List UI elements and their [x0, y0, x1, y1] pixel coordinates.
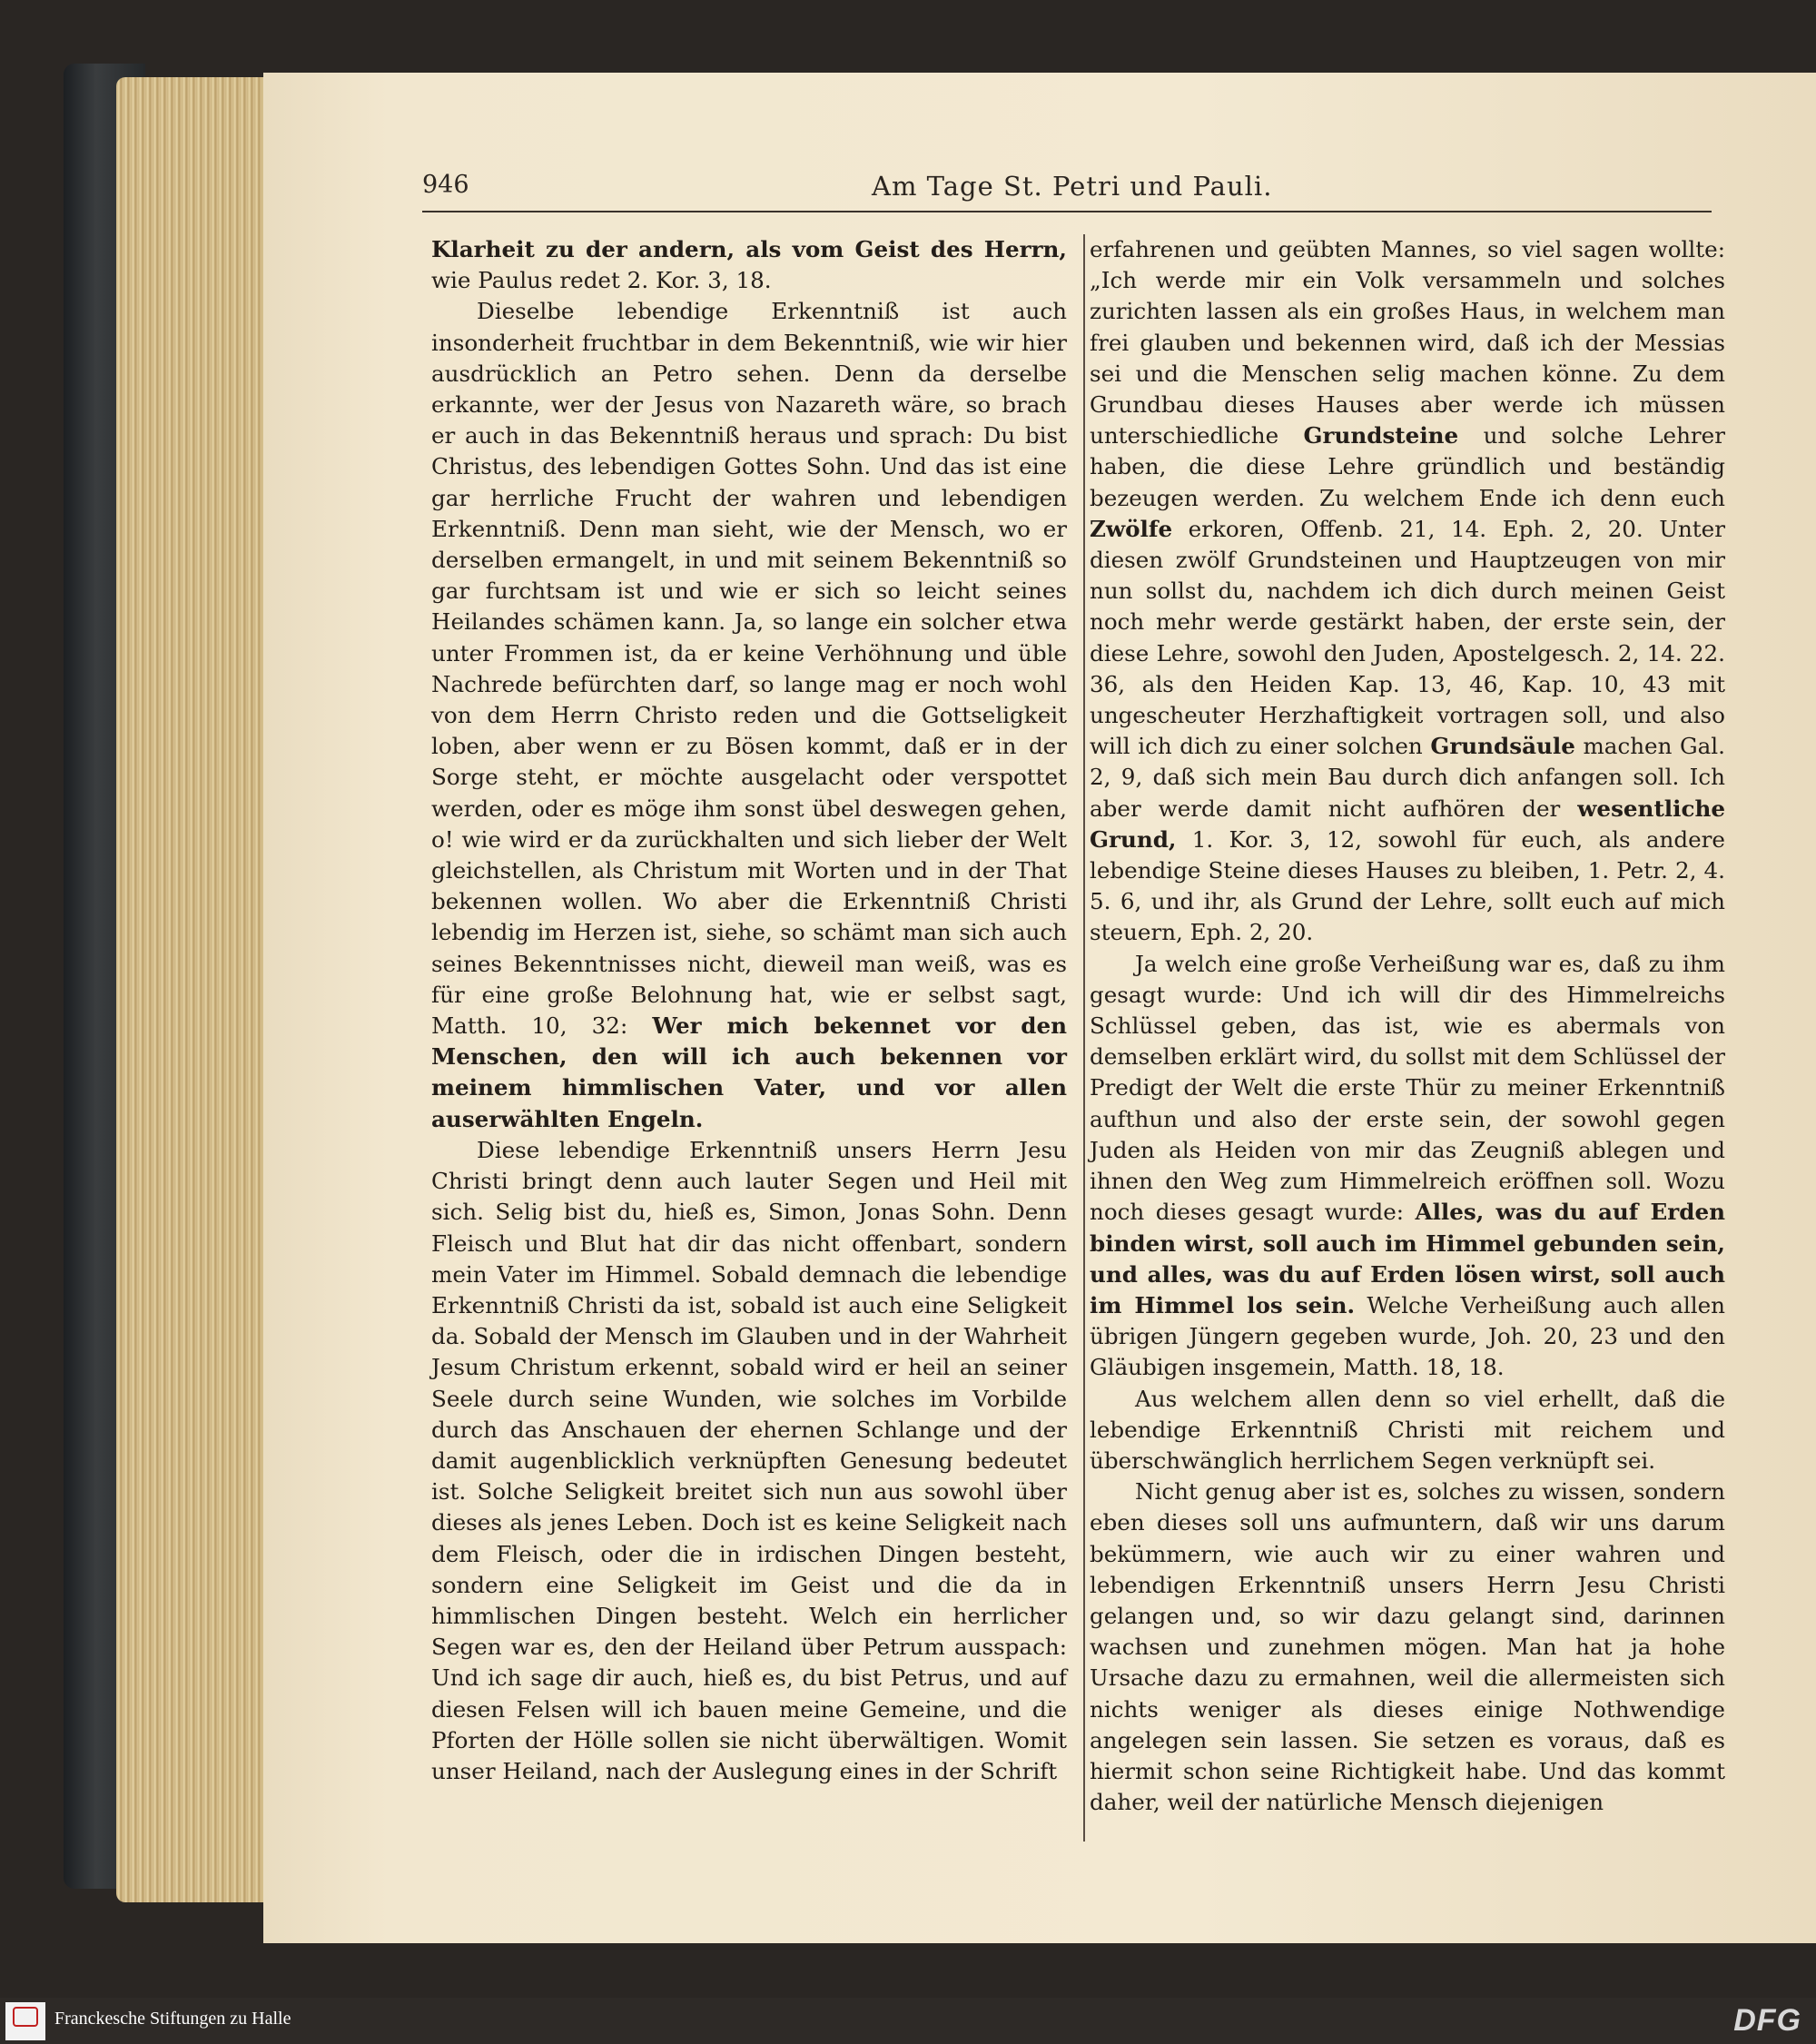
- page-number: 946: [422, 171, 469, 199]
- text-run: Welche Verheißung auch allen übrigen Jüngern gegeben wurde, Joh. 20, 23 und den Gläubigen insgemein, Matth. 18, 18.: [1090, 1291, 1725, 1381]
- header-rule: [422, 211, 1712, 212]
- bold-text: wesentliche Grund,: [1090, 795, 1725, 853]
- text-run: Diese lebendige Erkenntniß unsers Herrn Jesu Christi bringt denn auch lauter Segen und Heil mit sich. Selig bist du, hieß es, Simon, Jonas Sohn. Denn Fleisch und Blut hat dir das nicht offenbart, sondern mein Vater im Himmel. Sobald demnach die lebendige Erkenntniß Christi da ist, sobald ist auch eine Seligkeit da. Sobald der Mensch im Glauben und in der Wahrheit Jesum Christum erkennt, sobald wird er heil an seiner Seele durch seine Wunden, wie solches im Vorbilde durch das Anschauen der ehernen Schlange und der damit augenblicklich verknüpften Genesung bedeutet ist. Solche Seligkeit breitet sich nun aus sowohl über dieses als jenes Leben. Doch ist es keine Seligkeit nach dem Fleisch, oder die in irdischen Dingen besteht, sondern eine Seligkeit im Geist und die da in himmlischen Dingen besteht. Welch ein herrlicher Segen war es, den der Heiland über Petrum ausspach: Und ich sage dir auch, hieß es, du bist Petrus, und auf diesen Felsen will ich bauen meine Gemeine, und die Pforten der Hölle sollen sie nicht überwältigen. Womit unser Heiland, nach der Auslegung eines in der Schrift: [431, 1136, 1067, 1784]
- dfg-badge: DFG: [1733, 2003, 1801, 2038]
- column-divider: [1083, 234, 1085, 1842]
- text-run: Aus welchem allen denn so viel erhellt, daß die lebendige Erkenntniß Christi mit reichem und überschwänglich herrlichem Segen verknüpft sei.: [1090, 1385, 1725, 1474]
- bold-text: Klarheit zu der andern, als vom Geist des Herrn,: [431, 236, 1067, 262]
- paragraph: [1090, 949, 1725, 1384]
- right-column: [1090, 234, 1725, 1818]
- paragraph: [431, 1135, 1067, 1787]
- text-run: machen Gal. 2, 9, daß sich mein Bau durch dich anfangen soll. Ich aber werde damit nicht aufhören der: [1090, 733, 1725, 822]
- text-run: wie Paulus redet 2. Kor. 3, 18.: [431, 267, 772, 294]
- text-run: und solche Lehrer haben, die diese Lehre gründlich und beständig bezeugen werden. Zu welchem Ende ich denn euch: [1090, 422, 1725, 511]
- text-run: Nicht genug aber ist es, solches zu wissen, sondern eben dieses soll uns aufmuntern, daß wir uns darum bekümmern, wie auch wir zu einer wahren und lebendigen Erkenntniß unsers Herrn Jesu Christi gelangen und, so wir dazu gelangt sind, darinnen wachsen und zunehmen mögen. Man hat ja hohe Ursache dazu zu ermahnen, weil die allermeisten sich nichts weniger als dieses einige Nothwendige angelegen sein lassen. Sie setzen es voraus, daß es hiermit schon seine Richtigkeit habe. Und das kommt daher, weil der natürliche Mensch diejenigen: [1090, 1478, 1725, 1816]
- paragraph: [1090, 234, 1725, 949]
- bold-text: Alles, was du auf Erden binden wirst, soll auch im Himmel gebunden sein, und alles, was du auf Erden lösen wirst, soll auch im Himmel los sein.: [1090, 1199, 1725, 1318]
- paragraph: [1090, 1384, 1725, 1477]
- text-run: erkoren, Offenb. 21, 14. Eph. 2, 20. Unter diesen zwölf Grundsteinen und Hauptzeugen von mir nun sollst du, nachdem ich dich durch meinen Geist noch mehr werde gestärkt haben, der erste sein, der diese Lehre, sowohl den Juden, Apostelgesch. 2, 14. 22. 36, als den Heiden Kap. 13, 46, Kap. 10, 43 mit ungescheuter Herzhaftigkeit vortragen soll, und also will ich dich zu einer solchen: [1090, 515, 1725, 760]
- bold-text: Zwölfe: [1090, 515, 1173, 542]
- left-column: [431, 234, 1067, 1787]
- bold-text: Grundsäule: [1430, 733, 1575, 760]
- text-run: erfahrenen und geübten Mannes, so viel sagen wollte: „Ich werde mir ein Volk versammeln und solches zurichten lassen als ein großes Haus, in welchem man frei glauben und bekennen wird, daß ich der Messias sei und die Menschen selig machen könne. Zu dem Grundbau dieses Hauses aber werde ich müssen unterschiedliche: [1090, 236, 1725, 449]
- page-edges: [116, 77, 271, 1902]
- text-run: Ja welch eine große Verheißung war es, daß zu ihm gesagt wurde: Und ich will dir des Himmelreichs Schlüssel geben, das ist, wie es abermals von demselben erklärt wird, du sollst mit dem Schlüssel der Predigt der Welt die erste Thür zu meiner Erkenntniß aufthun und also der erste sein, der sowohl gegen Juden als Heiden von mir das Zeugniß ablegen und ihnen den Weg zum Himmelreich eröffnen soll. Wozu noch dieses gesagt wurde:: [1090, 950, 1725, 1226]
- bold-text: Wer mich bekennet vor den Menschen, den will ich auch bekennen vor meinem himmlischen Vater, und vor allen auserwählten Engeln.: [431, 1012, 1067, 1132]
- institution-name[interactable]: Franckesche Stiftungen zu Halle: [54, 2009, 291, 2029]
- paragraph: [1090, 1476, 1725, 1818]
- running-title: Am Tage St. Petri und Pauli.: [872, 171, 1273, 202]
- institution-logo-icon: [13, 2007, 38, 2027]
- paragraph: [431, 296, 1067, 1134]
- paragraph: [431, 234, 1067, 296]
- text-run: 1. Kor. 3, 12, sowohl für euch, als andere lebendige Steine dieses Hauses zu bleiben, 1. Petr. 2, 4. 5. 6, und ihr, als Grund der Lehre, sollt euch auf mich steuern, Eph. 2, 20.: [1090, 825, 1725, 946]
- page-header: [422, 171, 1712, 207]
- text-run: Dieselbe lebendige Erkenntniß ist auch insonderheit fruchtbar in dem Bekenntniß, wie wir hier ausdrücklich an Petro sehen. Denn da derselbe erkannte, wer der Jesus von Nazareth wäre, so brach er auch in das Bekenntniß heraus und sprach: Du bist Christus, des lebendigen Gottes Sohn. Und das ist eine gar herrliche Frucht der wahren und lebendigen Erkenntniß. Denn man sieht, wie der Mensch, wo er derselben ermangelt, in und mit seinem Bekenntniß so gar furchtsam ist und wie er sich so leicht seines Heilandes schämen kann. Ja, so lange ein solcher etwa unter Frommen ist, da er keine Verhöhnung und üble Nachrede befürchten darf, so lange mag er noch wohl von dem Herrn Christo reden und die Gottseligkeit loben, aber wenn er zu Bösen kommt, daß er in der Sorge steht, er möchte ausgelacht oder verspottet werden, oder es möge ihm sonst übel deswegen gehen, o! wie wird er da zurückhalten und sich lieber der Welt gleichstellen, als Christum mit Worten und in der That bekennen wollen. Wo aber die Erkenntniß Christi lebendig im Herzen ist, siehe, so schämt man sich auch seines Bekenntnisses nicht, dieweil man weiß, was es für eine große Belohnung hat, wie er selbst sagt, Matth. 10, 32:: [431, 298, 1067, 1040]
- bold-text: Grundsteine: [1303, 422, 1459, 449]
